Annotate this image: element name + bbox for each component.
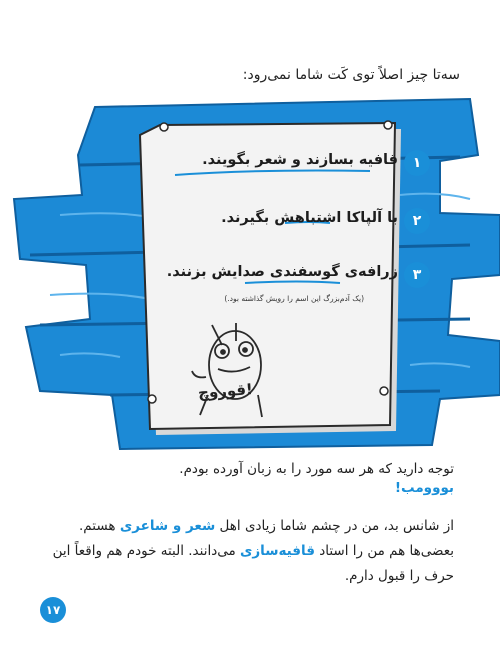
highlight-rhyming: قافیه‌سازی	[240, 543, 315, 559]
note-item	[120, 206, 422, 246]
note-subtext: (یک آدم‌بزرگ این اسم را رویش گذاشته بود.)	[224, 294, 364, 303]
note-number: ۳	[404, 262, 430, 288]
note-number: ۱	[404, 150, 430, 176]
note-number: ۲	[404, 208, 430, 234]
para2-part3: می‌دانند. البته خودم هم واقعاً این حرف را قبول دارم.	[52, 543, 454, 584]
page-number-badge: ۱۷	[40, 597, 66, 623]
paragraph-1: توجه دارید که هر سه مورد را به زبان آورده بودم.	[179, 461, 454, 477]
note-text: زرافه‌ی گوسفندی صدایش بزنند.	[166, 264, 398, 280]
exclamation: بووومب!	[394, 480, 454, 496]
highlight-poetry: شعر و شاعری	[119, 518, 216, 534]
note-item	[120, 260, 422, 303]
para2-part2: هستم. بعضی‌ها هم من را استاد	[79, 518, 454, 559]
drawing-label: قوروچ!	[197, 380, 254, 402]
intro-text: سه‌تا چیز اصلاً توی کَت شاما نمی‌رود:	[242, 67, 460, 83]
note-item	[120, 148, 422, 188]
paragraph-2	[44, 514, 454, 589]
note-text: قافیه بسازند و شعر بگویند.	[202, 152, 398, 168]
para2-part1: از شانس بد، من در چشم شاما زیادی اهل	[215, 518, 454, 534]
note-text: با آلپاکا اشتباهش بگیرند.	[221, 210, 398, 226]
